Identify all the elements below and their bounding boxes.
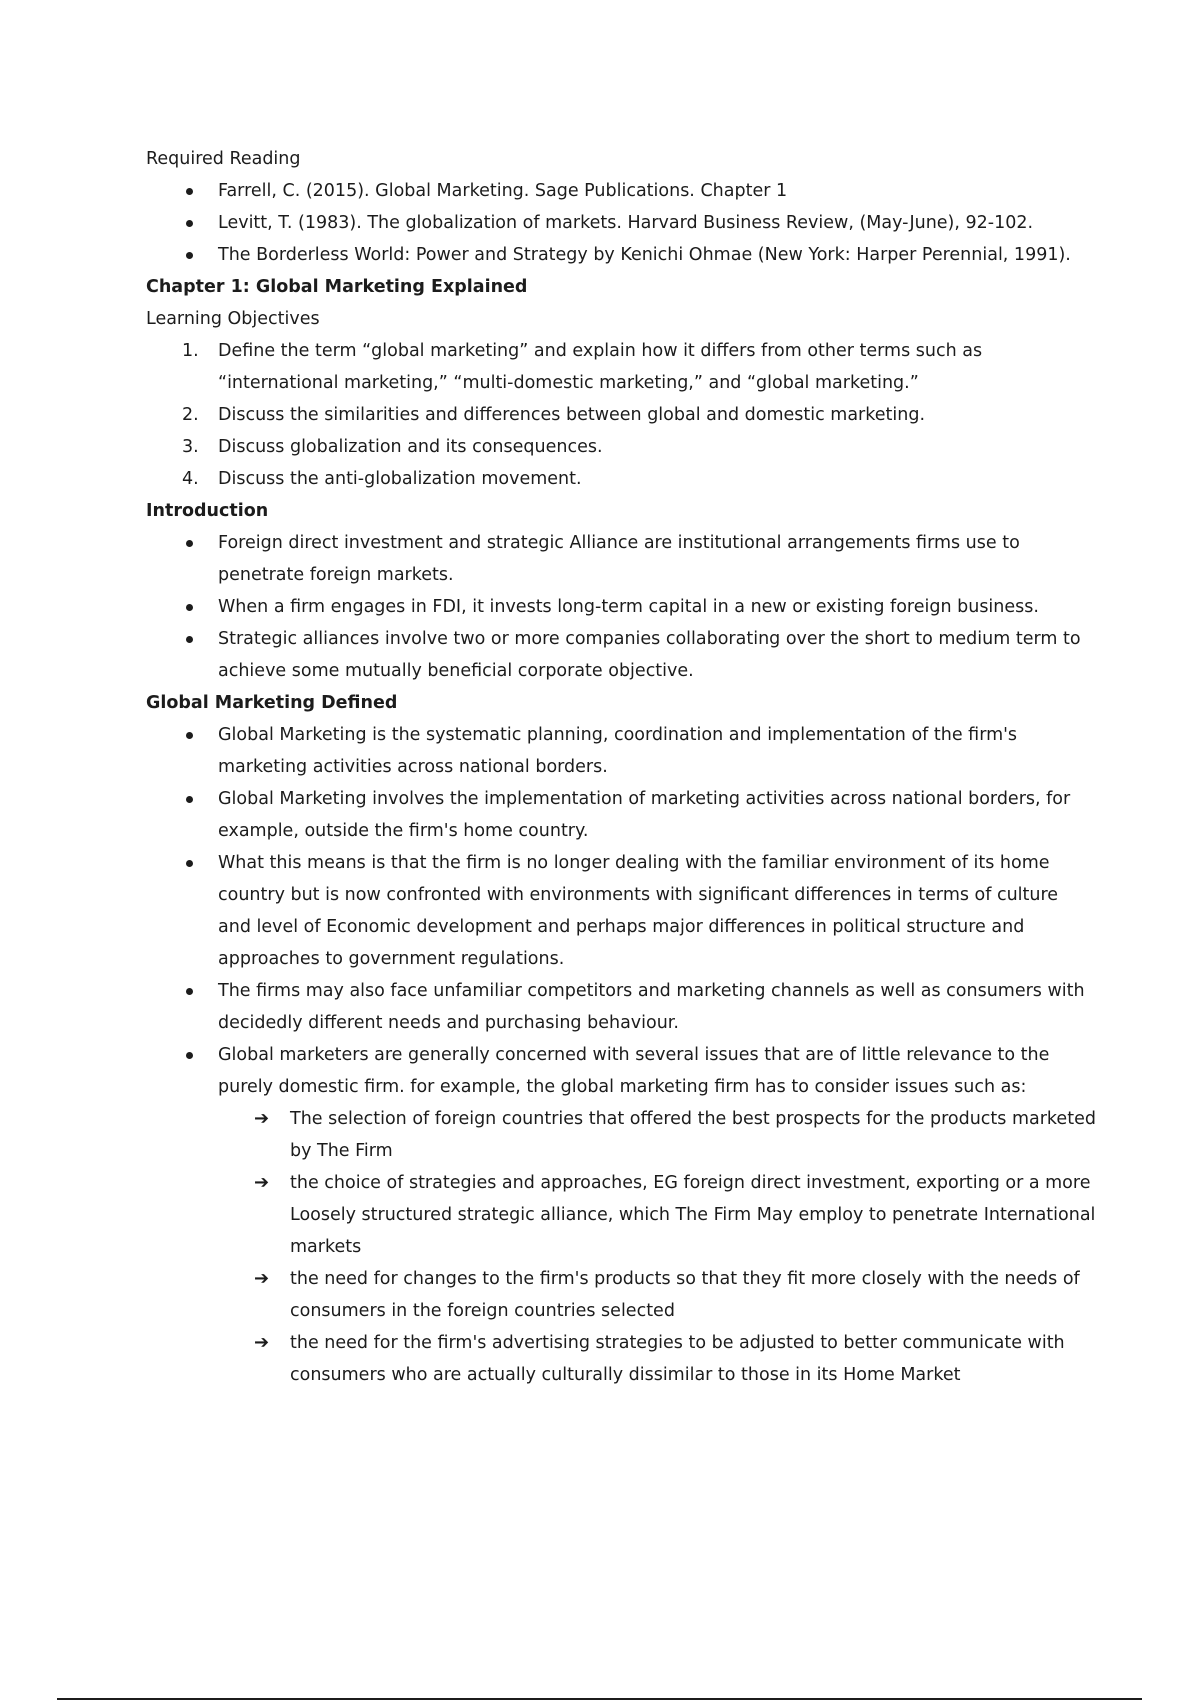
sublist-item: ➔ The selection of foreign countries that offered the best prospects for the products marketed by The Firm <box>146 1103 1096 1167</box>
list-item: The Borderless World: Power and Strategy by Kenichi Ohmae (New York: Harper Perennial, 1991). <box>146 239 1096 271</box>
list-item: The firms may also face unfamiliar competitors and marketing channels as well as consumers with decidedly different needs and purchasing behaviour. <box>146 975 1096 1039</box>
list-item: Farrell, C. (2015). Global Marketing. Sage Publications. Chapter 1 <box>146 175 1096 207</box>
list-number: 1. <box>182 341 199 361</box>
list-item: 2. Discuss the similarities and differences between global and domestic marketing. <box>146 399 1096 431</box>
learning-objectives-list <box>146 335 1096 495</box>
list-number: 2. <box>182 405 199 425</box>
arrow-right-icon: ➔ <box>254 1108 270 1129</box>
learning-objectives-title: Learning Objectives <box>146 309 320 329</box>
list-item: 1. Define the term “global marketing” and explain how it differs from other terms such as “international marketing,” “multi-domestic marketing,” and “global marketing.” <box>146 335 1096 399</box>
chapter-title: Chapter 1: Global Marketing Explained <box>146 277 528 297</box>
bullet-icon <box>186 636 193 643</box>
sublist-item: ➔ the choice of strategies and approaches, EG foreign direct investment, exporting or a more Loosely structured strategic alliance, which The Firm May employ to penetrate International markets <box>146 1167 1096 1263</box>
list-item: 3. Discuss globalization and its consequences. <box>146 431 1096 463</box>
arrow-right-icon: ➔ <box>254 1332 270 1353</box>
bullet-icon <box>186 988 193 995</box>
document-page <box>146 143 1096 1391</box>
list-item: Global Marketing involves the implementation of marketing activities across national borders, for example, outside the firm's home country. <box>146 783 1096 847</box>
bullet-icon <box>186 540 193 547</box>
global-marketing-defined-heading: Global Marketing Defined <box>146 693 398 713</box>
bullet-icon <box>186 860 193 867</box>
list-item: Strategic alliances involve two or more companies collaborating over the short to medium term to achieve some mutually beneficial corporate objective. <box>146 623 1096 687</box>
list-item: Foreign direct investment and strategic Alliance are institutional arrangements firms use to penetrate foreign markets. <box>146 527 1096 591</box>
introduction-list <box>146 527 1096 687</box>
bullet-icon <box>186 220 193 227</box>
sublist-item: ➔ the need for changes to the firm's products so that they fit more closely with the needs of consumers in the foreign countries selected <box>146 1263 1096 1327</box>
global-marketing-defined-list <box>146 719 1096 1103</box>
required-reading-title: Required Reading <box>146 149 301 169</box>
required-reading-list <box>146 175 1096 271</box>
introduction-heading: Introduction <box>146 501 269 521</box>
arrow-right-icon: ➔ <box>254 1172 270 1193</box>
bullet-icon <box>186 188 193 195</box>
bullet-icon <box>186 732 193 739</box>
list-item: Global Marketing is the systematic planning, coordination and implementation of the firm's marketing activities across national borders. <box>146 719 1096 783</box>
bullet-icon <box>186 604 193 611</box>
arrow-right-icon: ➔ <box>254 1268 270 1289</box>
sublist-item: ➔ the need for the firm's advertising strategies to be adjusted to better communicate with consumers who are actually culturally dissimilar to those in its Home Market <box>146 1327 1096 1391</box>
list-item: 4. Discuss the anti-globalization movement. <box>146 463 1096 495</box>
bullet-icon <box>186 1052 193 1059</box>
list-item: When a firm engages in FDI, it invests long-term capital in a new or existing foreign business. <box>146 591 1096 623</box>
list-number: 3. <box>182 437 199 457</box>
list-item: Levitt, T. (1983). The globalization of markets. Harvard Business Review, (May-June), 92-102. <box>146 207 1096 239</box>
list-item: What this means is that the firm is no longer dealing with the familiar environment of its home country but is now confronted with environments with significant differences in terms of culture and level of Economic development and perhaps major differences in political structure and approaches to government regulations. <box>146 847 1096 975</box>
bullet-icon <box>186 252 193 259</box>
list-item: Global marketers are generally concerned with several issues that are of little relevance to the purely domestic firm. for example, the global marketing firm has to consider issues such as: <box>146 1039 1096 1103</box>
list-number: 4. <box>182 469 199 489</box>
bullet-icon <box>186 796 193 803</box>
issues-sublist <box>146 1103 1096 1391</box>
